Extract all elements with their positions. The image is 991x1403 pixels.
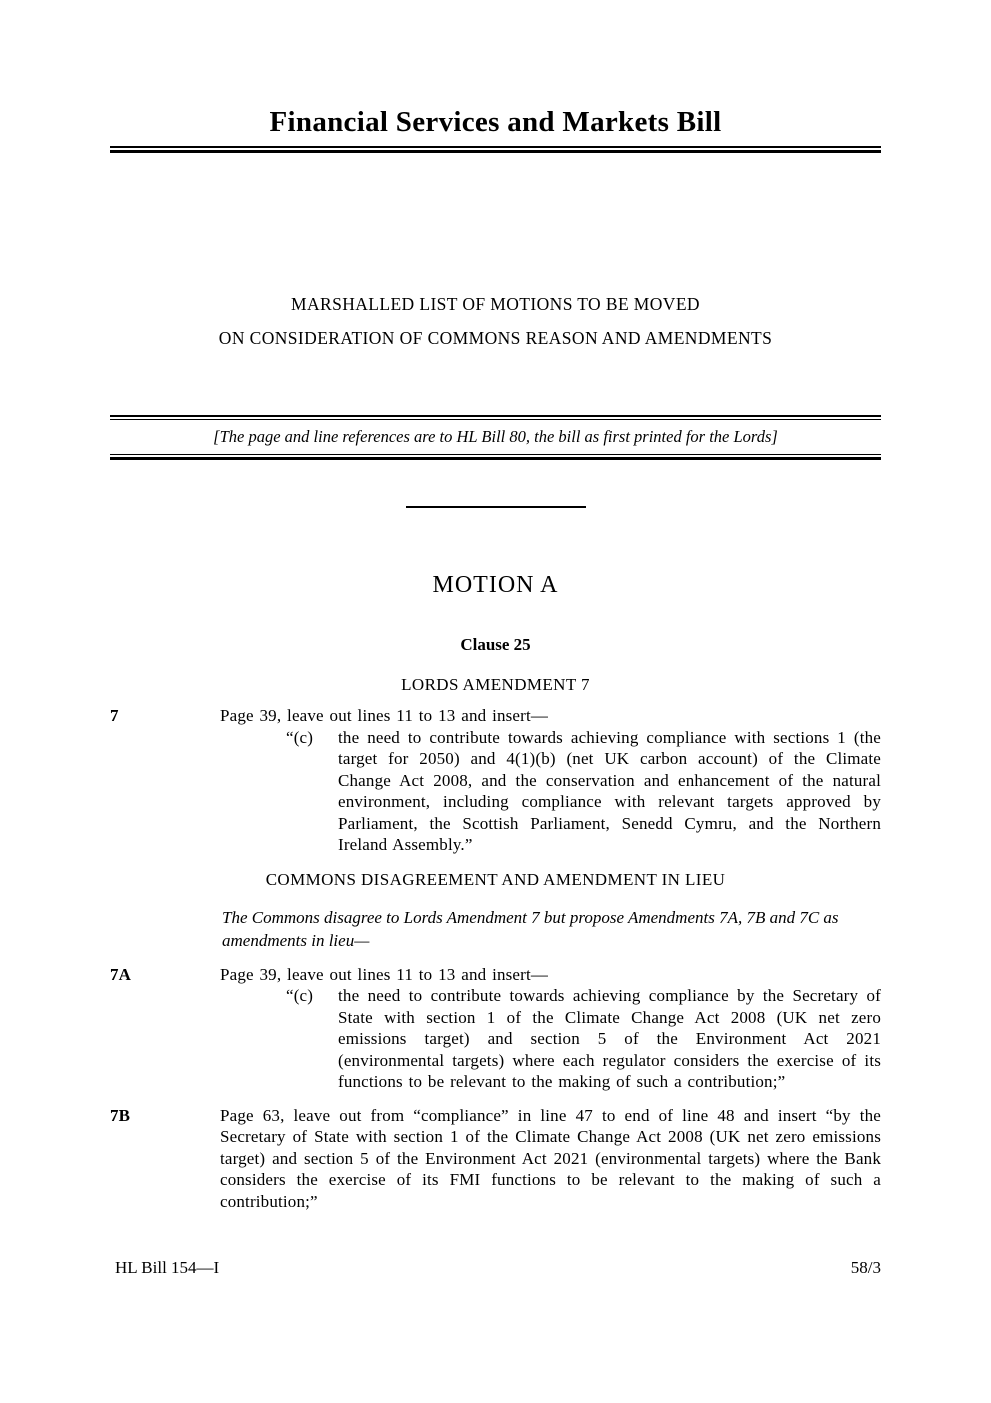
amendment-item-7 bbox=[110, 705, 881, 856]
clause-heading: Clause 25 bbox=[460, 635, 531, 654]
rule-thick-line bbox=[110, 150, 881, 153]
amendment-item-7a bbox=[110, 964, 881, 1093]
title-double-rule bbox=[110, 146, 881, 153]
amendment-number: 7A bbox=[110, 964, 132, 984]
amendment-instruction: Page 39, leave out lines 11 to 13 and insert— bbox=[220, 706, 549, 725]
commons-disagreement-heading: COMMONS DISAGREEMENT AND AMENDMENT IN LIEU bbox=[265, 869, 726, 889]
section-divider-rule bbox=[406, 506, 586, 508]
amendment-instruction: Page 39, leave out lines 11 to 13 and insert— bbox=[220, 964, 549, 984]
amendment-instruction: Page 63, leave out from “compliance” in line 47 to end of line 48 and insert “by the Secretary of State with section 1 of the Climate Change Act 2008 (UK net zero emissions target) and section 5 of the Environment Act 2021 (environmental targets) where the Bank considers the exercise of its FMI functions to be relevant to the making of such a contribution;” bbox=[220, 1105, 881, 1211]
page-number: 58/3 bbox=[850, 1258, 881, 1277]
subparagraph-text: the need to contribute towards achieving compliance with sections 1 (the target for 2050) and 4(1)(b) (net UK carbon account) of the Climate Change Act 2008, and the conservation and enhancement of the natural environment, including compliance with relevant targets approved by Parliament, the Scottish Parliament, Senedd Cymru, and the Northern Ireland Assembly.” bbox=[338, 727, 881, 854]
amendment-subparagraph bbox=[286, 727, 881, 856]
subparagraph-label: “(c) bbox=[286, 986, 314, 1005]
amendment-body bbox=[220, 705, 881, 856]
lords-amendment-heading: LORDS AMENDMENT 7 bbox=[401, 675, 590, 694]
reference-note-box bbox=[110, 415, 881, 460]
amendment-subparagraph bbox=[286, 985, 881, 1093]
reference-note-text: [The page and line references are to HL Bill 80, the bill as first printed for the Lords] bbox=[213, 427, 778, 446]
amendment-body bbox=[220, 964, 881, 1093]
amendment-number: 7 bbox=[110, 706, 119, 725]
amendment-body bbox=[220, 1105, 881, 1213]
document-title: Financial Services and Markets Bill bbox=[269, 106, 722, 138]
page-footer bbox=[115, 1258, 881, 1278]
rule-thick-line bbox=[110, 457, 881, 460]
note-bottom-double-rule bbox=[110, 454, 881, 460]
subparagraph-text: the need to contribute towards achieving compliance by the Secretary of State with section 1 of the Climate Change Act 2008 (UK net zero emissions target) and section 5 of the Environment Act 2021 (environmental targets) where each regulator considers the exercise of its functions to be relevant to the making of such a contribution;” bbox=[338, 986, 881, 1091]
bill-reference: HL Bill 154—I bbox=[115, 1258, 220, 1277]
document-subtitle bbox=[0, 287, 991, 355]
subtitle-line-1: MARSHALLED LIST OF MOTIONS TO BE MOVED bbox=[291, 294, 700, 314]
amendment-item-7b bbox=[110, 1105, 881, 1213]
motion-a-heading: MOTION A bbox=[432, 572, 559, 598]
commons-disagreement-note: The Commons disagree to Lords Amendment 7 but propose Amendments 7A, 7B and 7C as amendments in lieu— bbox=[222, 907, 839, 950]
subparagraph-label: “(c) bbox=[286, 727, 314, 747]
subtitle-line-2: ON CONSIDERATION OF COMMONS REASON AND AMENDMENTS bbox=[218, 328, 773, 348]
amendment-number: 7B bbox=[110, 1105, 131, 1125]
